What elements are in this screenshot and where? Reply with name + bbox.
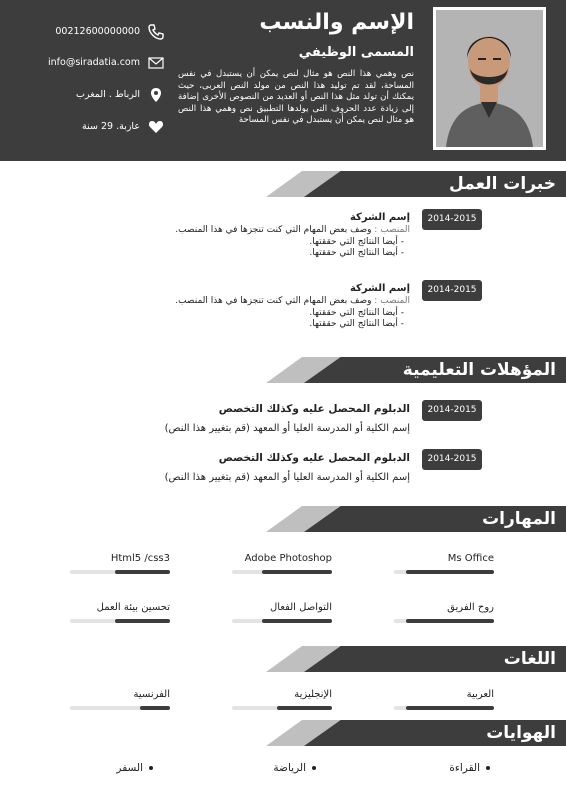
company-name: إسم الشركة [349,212,410,223]
experience-entry [80,283,410,331]
degree-title: الدبلوم المحصل عليه وكذلك التخصص [218,403,410,415]
section-title: المهارات [482,509,556,529]
language-bar-fill [406,706,494,710]
role-line: المنصب : وصف بعض المهام التي كنت تنجزها في هذا المنصب. [175,295,410,306]
date-badge: 2014-2015 [422,400,482,421]
section-header-skills [0,506,566,532]
language-item [70,689,170,715]
skill-item [70,602,170,628]
skill-item [232,553,332,579]
skill-bar [394,619,494,623]
bullet-icon [149,766,153,770]
contact-status [60,119,164,137]
skill-item [232,602,332,628]
skill-item [70,553,170,579]
hobby-item: الرياضة [273,762,316,774]
school-name: إسم الكلية أو المدرسة العليا أو المعهد (قم بتغيير هذا النص) [164,472,410,483]
skill-bar [70,619,170,623]
achievement: - أيضا النتائج التي حققتها. [309,248,404,259]
section-title: الهوايات [486,723,556,743]
person-name: الإسم والنسب [259,10,414,35]
skill-item [394,602,494,628]
hobby-item: القراءة [449,762,490,774]
degree-title: الدبلوم المحصل عليه وكذلك التخصص [218,452,410,464]
skill-label: تحسين بيئة العمل [96,602,170,613]
section-header-education [0,357,566,383]
section-title: خبرات العمل [449,174,556,194]
date-badge: 2014-2015 [422,280,482,301]
language-bar [70,706,170,710]
language-label: العربية [466,689,494,700]
section-header-languages [0,646,566,672]
skill-bar-fill [115,619,170,623]
achievement: - أيضا النتائج التي حققتها. [309,307,404,318]
location-pin-icon [148,87,164,103]
skill-label: Html5 /css3 [110,553,170,564]
heart-icon [148,119,164,135]
job-title: المسمى الوظيفي [298,45,414,60]
skill-bar-fill [406,570,494,574]
skill-label: التواصل الفعال [269,602,332,613]
contact-email [48,55,164,73]
skill-bar [394,570,494,574]
company-name: إسم الشركة [349,283,410,294]
section-header-experience [0,171,566,197]
skill-bar [232,619,332,623]
envelope-icon [148,55,164,71]
skill-bar-fill [115,570,170,574]
education-entry [70,452,410,483]
section-header-hobbies [0,720,566,746]
language-item [232,689,332,715]
location-text: الرباط . المغرب [76,89,140,100]
bio-paragraph: نص وهمي هذا النص هو مثال لنص يمكن أن يستبدل في نفس المساحة، لقد تم توليد هذا النص من مولد النص العربى، حيث يمكنك أن تولد مثل هذا النص أو العديد من النصوص الأخرى إضافة إلى زيادة عدد الحروف التى يولدها التطبيق نص وهمي هذا النص هو مثال لنص يمكن أن يستبدل في نفس المساحة [178,69,414,126]
achievement: - أيضا النتائج التي حققتها. [309,319,404,330]
school-name: إسم الكلية أو المدرسة العليا أو المعهد (قم بتغيير هذا النص) [164,423,410,434]
skill-label: Adobe Photoshop [244,553,332,564]
bullet-icon [312,766,316,770]
phone-number: 00212600000000 [55,26,140,37]
skill-label: Ms Office [447,553,494,564]
education-entry [70,403,410,434]
email-address: info@siradatia.com [48,57,140,68]
date-badge: 2014-2015 [422,449,482,470]
status-text: عازبة. 29 سنة [82,121,140,132]
contact-phone [55,24,164,42]
language-bar-fill [277,706,332,710]
language-bar-fill [140,706,170,710]
skill-item [394,553,494,579]
skill-bar-fill [406,619,494,623]
skill-bar [70,570,170,574]
section-title: اللغات [503,649,556,669]
experience-entry [80,212,410,260]
profile-photo [433,7,546,150]
contact-location [60,87,164,105]
skill-bar-fill [262,619,332,623]
resume-header [0,0,566,161]
date-badge: 2014-2015 [422,209,482,230]
language-label: الإنجليزية [294,689,332,700]
skill-bar-fill [262,570,332,574]
phone-icon [148,24,164,40]
role-line: المنصب : وصف بعض المهام التي كنت تنجزها في هذا المنصب. [175,224,410,235]
achievement: - أيضا النتائج التي حققتها. [309,236,404,247]
language-item [394,689,494,715]
skill-label: روح الفريق [447,602,494,613]
language-label: الفرنسية [133,689,170,700]
language-bar [394,706,494,710]
section-title: المؤهلات التعليمية [402,360,556,380]
skill-bar [232,570,332,574]
language-bar [232,706,332,710]
hobby-item: السفر [116,762,153,774]
bullet-icon [486,766,490,770]
